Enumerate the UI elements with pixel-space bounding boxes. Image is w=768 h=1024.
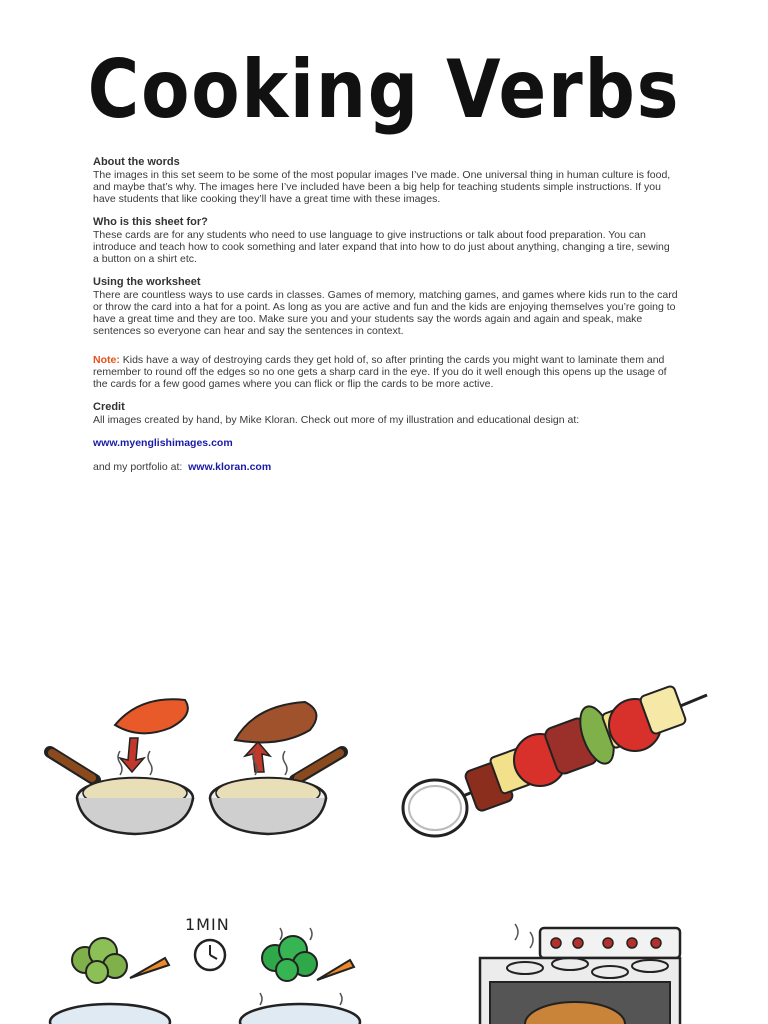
credit-section xyxy=(93,401,678,473)
timer-label: 1MIN xyxy=(185,915,230,934)
using-text: There are countless ways to use cards in classes. Games of memory, matching games, and games where kids run to the card or throw the card into a hat for a point. As long as you are active and fun and the kids are enjoying themselves you’re going to have a great time and they are too. Make sure you and your students say the words again and again and speak, make sentences so everyone can hear and say the sentences in context. xyxy=(93,289,678,337)
using-heading: Using the worksheet xyxy=(93,276,201,288)
myenglishimages-link[interactable]: www.myenglishimages.com xyxy=(93,437,233,449)
credit-text: All images created by hand, by Mike Kloran. Check out more of my illustration and educational design at: xyxy=(93,414,580,426)
portfolio-prefix: and my portfolio at: xyxy=(93,461,183,473)
note-section xyxy=(93,354,678,390)
about-section xyxy=(93,156,678,205)
who-section xyxy=(93,216,678,265)
using-section xyxy=(93,276,678,337)
who-text: These cards are for any students who need to use language to give instructions or talk about food preparation. You can introduce and teach how to cook something and later expand that into how to do just about anything, changing a tire, sewing a button on a shirt etc. xyxy=(93,229,670,265)
page-title: Cooking Verbs xyxy=(87,43,681,136)
note-label: Note: xyxy=(93,354,120,366)
boil-vegetables-icon xyxy=(45,910,375,1024)
about-text: The images in this set seem to be some of the most popular images I’ve made. One universal thing in human culture is food, and maybe that’s why. The images here I’ve included have been a big help for teaching students simple instructions. If you have students that like cooking they’ll have a great time with these images. xyxy=(93,169,671,205)
who-heading: Who is this sheet for? xyxy=(93,216,208,228)
note-text: Kids have a way of destroying cards they get hold of, so after printing the cards you might want to laminate them and remember to round off the edges so no one gets a sharp card in the eye. If you do it well enough this opens up the usage of the cards for a few good games where you can flick or flip the cards to be more active. xyxy=(93,354,667,390)
about-heading: About the words xyxy=(93,156,180,168)
kloran-link[interactable]: www.kloran.com xyxy=(188,461,272,473)
kebab-skewer-icon xyxy=(395,680,715,845)
oven-icon xyxy=(460,920,690,1024)
flip-food-pan-icon xyxy=(40,680,360,840)
credit-heading: Credit xyxy=(93,401,125,413)
